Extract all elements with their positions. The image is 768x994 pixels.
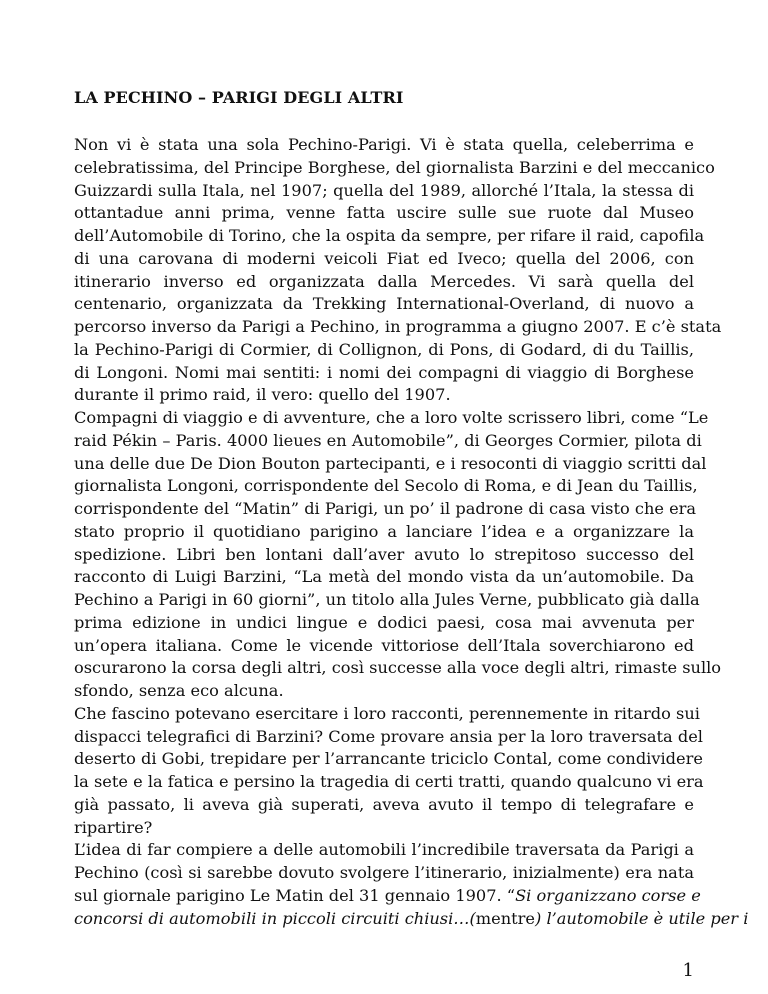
text-line: spedizione. Libri ben lontani dall’aver avuto lo strepitoso successo del — [74, 544, 694, 564]
text-line: oscurarono la corsa degli altri, così successe alla voce degli altri, rimaste sullo — [74, 658, 722, 678]
text-line: corrispondente del “Matin” di Parigi, un po’ il padrone di casa visto che era — [74, 499, 697, 518]
text-line: Pechino (così si sarebbe dovuto svolgere l’itinerario, inizialmente) era nata — [74, 863, 694, 882]
text-line: stato proprio il quotidiano parigino a lanciare l’idea e a organizzare la — [74, 521, 694, 541]
text-line: la Pechino-Parigi di Cormier, di Collignon, di Pons, di Godard, di du Taillis, — [74, 339, 694, 359]
text-line: la sete e la fatica e persino la tragedia di certi tratti, quando qualcuno vi era — [74, 772, 704, 791]
text-line: dell’Automobile di Torino, che la ospita da sempre, per rifare il raid, capofila — [74, 226, 705, 245]
text-line: Che fascino potevano esercitare i loro racconti, perennemente in ritardo sui — [74, 703, 700, 723]
text-line: ripartire? — [74, 817, 153, 837]
text-span: sul giornale parigino Le Matin del 31 gennaio 1907. “ — [74, 885, 516, 905]
body-text — [74, 134, 749, 930]
text-line: durante il primo raid, il vero: quello del 1907. — [74, 385, 451, 405]
document-title: LA PECHINO – PARIGI DEGLI ALTRI — [74, 88, 404, 107]
text-line — [74, 908, 749, 931]
text-line: giornalista Longoni, corrispondente del Secolo di Roma, e di Jean du Taillis, — [74, 476, 698, 496]
text-line: già passato, li aveva già superati, aveva avuto il tempo di telegrafare e — [74, 794, 694, 814]
text-line: percorso inverso da Parigi a Pechino, in programma a giugno 2007. E c’è stata — [74, 317, 722, 336]
text-line: un’opera italiana. Come le vicende vittoriose dell’Itala soverchiarono ed — [74, 635, 694, 655]
text-line: itinerario inverso ed organizzata dalla Mercedes. Vi sarà quella del — [74, 271, 694, 291]
text-line: racconto di Luigi Barzini, “La metà del mondo vista da un’automobile. Da — [74, 567, 694, 587]
text-line: di una carovana di moderni veicoli Fiat ed Iveco; quella del 2006, con — [74, 248, 694, 268]
text-line: una delle due De Dion Bouton partecipanti, e i resoconti di viaggio scritti dal — [74, 453, 707, 473]
text-line: L’idea di far compiere a delle automobili l’incredibile traversata da Parigi a — [74, 840, 694, 860]
text-line: Non vi è stata una sola Pechino-Parigi. Vi è stata quella, celeberrima e — [74, 135, 694, 154]
text-line: celebratissima, del Principe Borghese, del giornalista Barzini e del meccanico — [74, 157, 715, 177]
text-line: dispacci telegrafici di Barzini? Come provare ansia per la loro traversata del — [74, 726, 703, 746]
text-line: Compagni di viaggio e di avventure, che a loro volte scrissero libri, come “Le — [74, 408, 709, 427]
text-line: Guizzardi sulla Itala, nel 1907; quella del 1989, allorché l’Itala, la stessa di — [74, 180, 694, 200]
text-line: raid Pékin – Paris. 4000 lieues en Automobile”, di Georges Cormier, pilota di — [74, 430, 702, 450]
italic-quote-span: concorsi di automobili in piccoli circuiti chiusi…( — [74, 908, 476, 928]
text-line: di Longoni. Nomi mai sentiti: i nomi dei compagni di viaggio di Borghese — [74, 362, 694, 382]
page-number: 1 — [682, 960, 694, 981]
text-line: ottantadue anni prima, venne fatta uscire sulle sue ruote dal Museo — [74, 203, 694, 223]
text-line: deserto di Gobi, trepidare per l’arrancante triciclo Contal, come condividere — [74, 749, 703, 769]
text-span: mentre — [475, 908, 535, 928]
text-line: Pechino a Parigi in 60 giorni”, un titolo alla Jules Verne, pubblicato già dalla — [74, 590, 700, 609]
text-line: sfondo, senza eco alcuna. — [74, 681, 284, 700]
text-line: prima edizione in undici lingue e dodici paesi, cosa mai avvenuta per — [74, 612, 694, 632]
text-line — [74, 885, 701, 908]
italic-quote-span: Si organizzano corse e — [515, 885, 701, 905]
italic-quote-span: ) l’automobile è utile per i — [534, 908, 749, 928]
text-line: centenario, organizzata da Trekking International-Overland, di nuovo a — [74, 294, 694, 314]
